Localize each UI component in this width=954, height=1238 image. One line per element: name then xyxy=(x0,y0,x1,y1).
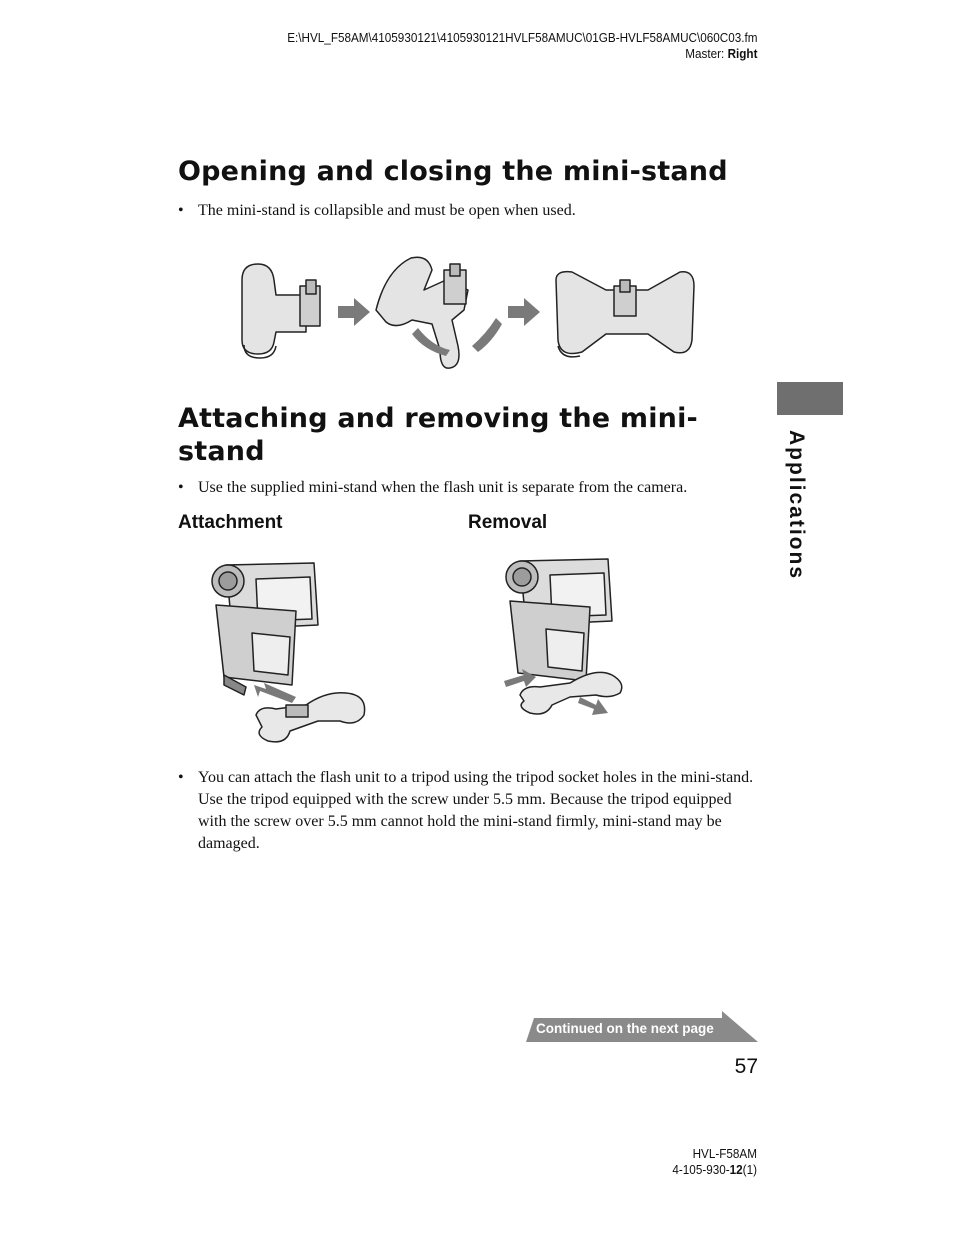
subhead-attachment: Attachment xyxy=(178,512,283,533)
header-master-label: Master: xyxy=(684,46,724,61)
bullet-symbol: • xyxy=(178,769,184,786)
footer-code-prefix: 4-105-930- xyxy=(672,1162,730,1177)
header-file-info xyxy=(287,30,757,62)
header-file-path: E:\HVL_F58AM\4105930121\4105930121HVLF58AMUC\01GB-HVLF58AMUC\060C03.fm xyxy=(286,30,757,45)
section-title-opening: Opening and closing the mini-stand xyxy=(178,156,728,187)
bullet-symbol: • xyxy=(178,479,184,496)
flash-attachment-illustration xyxy=(206,545,374,745)
header-master xyxy=(287,46,757,62)
page-number: 57 xyxy=(734,1055,758,1078)
footer-model: HVL-F58AM xyxy=(692,1146,757,1161)
continued-label: Continued on the next page xyxy=(536,1021,714,1036)
bullet-text: You can attach the flash unit to a tripod using the tripod socket holes in the mini-stand. Use the tripod equipped with the screw under 5.5 mm. Because the tripod equipped with the screw over 5.5 mm cannot hold the mini-stand firmly, mini-stand may be damaged. xyxy=(198,769,754,852)
flash-removal-illustration xyxy=(500,545,640,720)
footer-code xyxy=(672,1162,757,1178)
section-title-attaching xyxy=(178,402,718,468)
footer-model-info xyxy=(672,1146,757,1178)
bullet-tripod-note xyxy=(178,767,758,855)
bullet-use-ministand xyxy=(178,477,758,499)
section-title-attaching-line2: stand xyxy=(178,436,265,467)
section-tab-label: Applications xyxy=(785,430,808,581)
section-tab-marker xyxy=(777,382,843,415)
bullet-symbol: • xyxy=(178,202,184,219)
bullet-ministand-collapsible xyxy=(178,200,758,222)
bullet-text: The mini-stand is collapsible and must be open when used. xyxy=(198,202,576,219)
section-title-attaching-line1: Attaching and removing the mini- xyxy=(178,403,698,434)
bullet-text: Use the supplied mini-stand when the flash unit is separate from the camera. xyxy=(198,479,688,496)
ministand-opening-illustration xyxy=(236,250,698,376)
footer-code-suffix: (1) xyxy=(742,1162,757,1177)
header-master-value: Right xyxy=(727,46,757,61)
subhead-removal: Removal xyxy=(468,512,548,533)
footer-code-bold: 12 xyxy=(729,1162,743,1177)
